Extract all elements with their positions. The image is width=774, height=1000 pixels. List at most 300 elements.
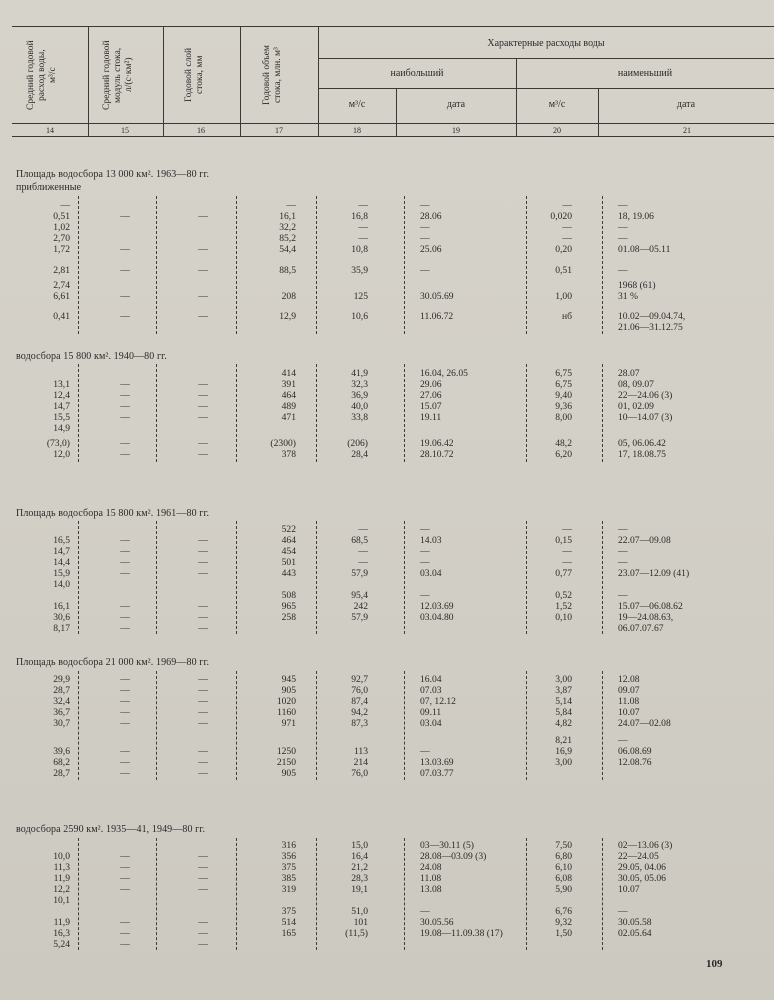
header-col17: Годовой объем стока, млн. м³ — [262, 45, 283, 105]
table-cell-c20: 0,10 — [555, 612, 572, 623]
table-cell-c20: — — [562, 222, 572, 233]
table-cell-c14: 12,4 — [53, 390, 70, 401]
table-cell-c21: 19—24.08.63, — [618, 612, 674, 623]
table-cell-c19: 09.11 — [420, 707, 442, 718]
table-cell-c18: (11,5) — [345, 928, 368, 939]
table-cell-c14: — — [60, 200, 70, 211]
table-cell-c18: 10,6 — [351, 311, 368, 322]
table-cell-c14: 2,74 — [53, 280, 70, 291]
table-cell-c20: 6,08 — [555, 873, 572, 884]
table-cell-c17: 508 — [281, 590, 296, 601]
table-cell-c17: 258 — [281, 612, 296, 623]
header-bottom-rule — [12, 123, 774, 124]
table-cell-c19: 25.06 — [420, 244, 442, 255]
table-cell-c17: 378 — [281, 449, 296, 460]
table-cell-c21: 12.08 — [618, 674, 640, 685]
table-cell-c17: 471 — [281, 412, 296, 423]
table-cell-c16: — — [198, 438, 208, 449]
table-cell-c14: 16,5 — [53, 535, 70, 546]
table-cell-c18: 94,2 — [351, 707, 368, 718]
table-cell-c17: 945 — [281, 674, 296, 685]
table-cell-c20: 5,14 — [555, 696, 572, 707]
table-cell-c20: 5,90 — [555, 884, 572, 895]
table-cell-c16: — — [198, 718, 208, 729]
header-col-sep — [598, 88, 599, 136]
table-cell-c18: 36,9 — [351, 390, 368, 401]
table-cell-c20: 3,00 — [555, 674, 572, 685]
table-cell-c21: 10—14.07 (3) — [618, 412, 673, 423]
table-cell-c21: — — [618, 265, 628, 276]
table-cell-c18: 28,4 — [351, 449, 368, 460]
table-cell-c15: — — [120, 449, 130, 460]
column-divider — [602, 521, 604, 634]
table-cell-c17: 965 — [281, 601, 296, 612]
column-divider — [404, 838, 406, 950]
table-cell-c17: 1250 — [276, 746, 296, 757]
table-cell-c15: — — [120, 696, 130, 707]
table-cell-c14: (73,0) — [46, 438, 70, 449]
table-cell-c18: 28,3 — [351, 873, 368, 884]
table-cell-c20: 9,40 — [555, 390, 572, 401]
table-cell-c20: 0,51 — [555, 265, 572, 276]
column-divider — [78, 521, 80, 634]
table-cell-c14: 6,61 — [53, 291, 70, 302]
table-cell-c21: — — [618, 546, 628, 557]
table-cell-c21: — — [618, 590, 628, 601]
table-cell-c19: 16.04 — [420, 674, 442, 685]
table-cell-c14: 30,6 — [53, 612, 70, 623]
table-cell-c17: 464 — [281, 535, 296, 546]
table-cell-c19: 07.03.77 — [420, 768, 454, 779]
table-cell-c14: 14,0 — [53, 579, 70, 590]
table-cell-c17: 971 — [281, 718, 296, 729]
table-cell-c19: 19.11 — [420, 412, 442, 423]
table-cell-c17: 1160 — [277, 707, 296, 718]
table-cell-c18: 10,8 — [351, 244, 368, 255]
table-cell-c19: 28.08—03.09 (3) — [420, 851, 487, 862]
table-cell-c21: — — [618, 200, 628, 211]
table-cell-c17: 356 — [281, 851, 296, 862]
table-cell-c18: 76,0 — [351, 685, 368, 696]
table-cell-c17: 414 — [281, 368, 296, 379]
colnum: 14 — [46, 126, 54, 135]
header-unit-max: м³/с — [348, 99, 366, 110]
column-divider — [156, 671, 158, 780]
table-cell-c16: — — [198, 449, 208, 460]
table-cell-c19: 03—30.11 (5) — [420, 840, 475, 851]
table-cell-c16: — — [198, 568, 208, 579]
table-cell-c15: — — [120, 291, 130, 302]
table-cell-c14: 11,9 — [53, 873, 70, 884]
table-cell-c15: — — [120, 757, 130, 768]
table-cell-c19: — — [420, 546, 430, 557]
header-max: наибольший — [390, 68, 444, 79]
table-cell-c17: 165 — [281, 928, 296, 939]
table-cell-c19: 07, 12.12 — [420, 696, 456, 707]
table-cell-c16: — — [198, 291, 208, 302]
table-cell-c14: 10,1 — [53, 895, 70, 906]
table-cell-c19: 11.06.72 — [420, 311, 454, 322]
table-cell-c20: — — [562, 546, 572, 557]
column-divider — [156, 838, 158, 950]
table-cell-c20: 6,76 — [555, 906, 572, 917]
table-cell-c14: 12,0 — [53, 449, 70, 460]
table-cell-c21: 29.05, 04.06 — [618, 862, 666, 873]
table-cell-c17: 16,1 — [279, 211, 296, 222]
table-cell-c14: 28,7 — [53, 768, 70, 779]
table-cell-c14: 36,7 — [53, 707, 70, 718]
column-divider — [602, 838, 604, 950]
section-title: водосбора 2590 км². 1935—41, 1949—80 гг. — [16, 824, 206, 835]
table-cell-c21: — — [618, 222, 628, 233]
table-cell-c16: — — [198, 884, 208, 895]
table-cell-c17: 319 — [281, 884, 296, 895]
column-divider — [78, 196, 80, 334]
table-cell-c18: — — [358, 546, 368, 557]
header-top-rule — [12, 26, 774, 27]
table-cell-c15: — — [120, 884, 130, 895]
table-cell-c18: 92,7 — [351, 674, 368, 685]
column-divider — [78, 838, 80, 950]
colnum: 15 — [121, 126, 129, 135]
table-cell-c20: 0,15 — [555, 535, 572, 546]
column-divider — [236, 196, 238, 334]
table-cell-c19: — — [420, 222, 430, 233]
table-cell-c17: 375 — [281, 906, 296, 917]
table-cell-c15: — — [120, 557, 130, 568]
table-cell-c14: 16,1 — [53, 601, 70, 612]
table-cell-c16: — — [198, 862, 208, 873]
table-cell-c18: 87,4 — [351, 696, 368, 707]
header-date-max: дата — [446, 99, 466, 110]
table-cell-c17: 2150 — [276, 757, 296, 768]
table-cell-c17: 88,5 — [279, 265, 296, 276]
table-cell-c14: 2,81 — [53, 265, 70, 276]
table-cell-c21: — — [618, 906, 628, 917]
header-unit-min: м³/с — [548, 99, 566, 110]
table-cell-c15: — — [120, 939, 130, 950]
table-cell-c21: 15.07—06.08.62 — [618, 601, 683, 612]
table-cell-c21: 21.06—31.12.75 — [618, 322, 683, 333]
colnum: 17 — [275, 126, 283, 135]
table-cell-c20: 6,80 — [555, 851, 572, 862]
table-cell-c17: 443 — [281, 568, 296, 579]
table-cell-c18: 68,5 — [351, 535, 368, 546]
column-divider — [404, 196, 406, 334]
table-cell-c21: 06.08.69 — [618, 746, 652, 757]
table-cell-c15: — — [120, 851, 130, 862]
table-cell-c19: 11.08 — [420, 873, 442, 884]
table-cell-c14: 2,70 — [53, 233, 70, 244]
table-cell-c21: 01, 02.09 — [618, 401, 654, 412]
table-cell-c17: 514 — [281, 917, 296, 928]
column-divider — [236, 364, 238, 462]
table-cell-c20: 7,50 — [555, 840, 572, 851]
column-divider — [602, 364, 604, 462]
table-cell-c15: — — [120, 928, 130, 939]
table-cell-c14: 39,6 — [53, 746, 70, 757]
table-cell-c16: — — [198, 211, 208, 222]
table-cell-c20: 3,87 — [555, 685, 572, 696]
table-cell-c17: 54,4 — [279, 244, 296, 255]
header-main: Характерные расходы воды — [487, 38, 605, 49]
table-cell-c20: 6,75 — [555, 368, 572, 379]
table-cell-c15: — — [120, 438, 130, 449]
table-cell-c15: — — [120, 244, 130, 255]
table-cell-c17: 905 — [281, 685, 296, 696]
table-cell-c21: 02.05.64 — [618, 928, 652, 939]
table-cell-c16: — — [198, 244, 208, 255]
table-cell-c14: 30,7 — [53, 718, 70, 729]
table-cell-c18: 33,8 — [351, 412, 368, 423]
table-cell-c15: — — [120, 718, 130, 729]
table-cell-c16: — — [198, 390, 208, 401]
table-cell-c20: 0,77 — [555, 568, 572, 579]
table-cell-c16: — — [198, 311, 208, 322]
page-number: 109 — [706, 958, 723, 970]
table-cell-c21: 10.02—09.04.74, — [618, 311, 686, 322]
table-cell-c18: 40,0 — [351, 401, 368, 412]
header-col15: Средний годовой модуль стока, л/(с·км²) — [102, 40, 134, 110]
table-cell-c20: 48,2 — [555, 438, 572, 449]
table-cell-c20: 5,84 — [555, 707, 572, 718]
table-cell-c17: 501 — [281, 557, 296, 568]
column-divider — [316, 521, 318, 634]
table-cell-c14: 15,5 — [53, 412, 70, 423]
table-cell-c15: — — [120, 311, 130, 322]
table-cell-c15: — — [120, 917, 130, 928]
table-cell-c15: — — [120, 623, 130, 634]
table-cell-c16: — — [198, 917, 208, 928]
table-cell-c17: 208 — [281, 291, 296, 302]
header-col16: Годовой слой стока, мм — [184, 47, 205, 103]
table-cell-c19: 15.07 — [420, 401, 442, 412]
table-cell-c21: 17, 18.08.75 — [618, 449, 666, 460]
table-cell-c15: — — [120, 674, 130, 685]
table-cell-c18: 21,2 — [351, 862, 368, 873]
column-divider — [602, 196, 604, 334]
table-cell-c19: — — [420, 200, 430, 211]
table-cell-c20: 6,75 — [555, 379, 572, 390]
table-cell-c20: 1,00 — [555, 291, 572, 302]
table-cell-c17: 375 — [281, 862, 296, 873]
table-cell-c15: — — [120, 412, 130, 423]
table-cell-c20: 4,82 — [555, 718, 572, 729]
table-cell-c16: — — [198, 265, 208, 276]
table-cell-c16: — — [198, 939, 208, 950]
table-cell-c15: — — [120, 873, 130, 884]
table-cell-c16: — — [198, 612, 208, 623]
table-cell-c14: 1,72 — [53, 244, 70, 255]
section-title: Площадь водосбора 15 800 км². 1961—80 гг. — [16, 508, 210, 519]
header-date-min: дата — [676, 99, 696, 110]
table-cell-c15: — — [120, 862, 130, 873]
table-cell-c21: 23.07—12.09 (41) — [618, 568, 690, 579]
table-cell-c19: 24.08 — [420, 862, 442, 873]
table-cell-c20: 0,020 — [550, 211, 572, 222]
table-cell-c14: 14,7 — [53, 546, 70, 557]
table-cell-c15: — — [120, 568, 130, 579]
column-divider — [602, 671, 604, 780]
table-cell-c15: — — [120, 768, 130, 779]
table-cell-c18: — — [358, 200, 368, 211]
table-cell-c19: — — [420, 746, 430, 757]
column-divider — [316, 671, 318, 780]
table-cell-c20: 0,20 — [555, 244, 572, 255]
table-cell-c18: 214 — [353, 757, 368, 768]
table-cell-c21: — — [618, 557, 628, 568]
table-cell-c21: 10.07 — [618, 707, 640, 718]
header-sub-rule — [318, 88, 774, 89]
table-cell-c17: 905 — [281, 768, 296, 779]
table-cell-c17: 385 — [281, 873, 296, 884]
table-cell-c16: — — [198, 696, 208, 707]
table-cell-c14: 14,4 — [53, 557, 70, 568]
table-cell-c19: 19.08—11.09.38 (17) — [420, 928, 503, 939]
table-cell-c18: — — [358, 222, 368, 233]
table-cell-c21: 18, 19.06 — [618, 211, 654, 222]
table-cell-c18: — — [358, 524, 368, 535]
table-cell-c21: 10.07 — [618, 884, 640, 895]
table-cell-c19: 29.06 — [420, 379, 442, 390]
column-divider — [156, 364, 158, 462]
table-cell-c14: 1,02 — [53, 222, 70, 233]
table-cell-c18: 95,4 — [351, 590, 368, 601]
table-cell-c18: 16,8 — [351, 211, 368, 222]
table-cell-c19: — — [420, 233, 430, 244]
table-cell-c18: 125 — [353, 291, 368, 302]
header-min: наименьший — [617, 68, 673, 79]
table-cell-c17: — — [286, 200, 296, 211]
table-cell-c21: — — [618, 233, 628, 244]
table-cell-c15: — — [120, 379, 130, 390]
table-cell-c15: — — [120, 746, 130, 757]
table-cell-c18: (206) — [347, 438, 368, 449]
table-cell-c19: — — [420, 524, 430, 535]
table-cell-c20: 3,00 — [555, 757, 572, 768]
table-cell-c15: — — [120, 401, 130, 412]
table-cell-c14: 0,51 — [53, 211, 70, 222]
table-cell-c20: 6,20 — [555, 449, 572, 460]
table-cell-c14: 68,2 — [53, 757, 70, 768]
table-cell-c15: — — [120, 390, 130, 401]
table-cell-c19: 07.03 — [420, 685, 442, 696]
table-cell-c15: — — [120, 707, 130, 718]
table-cell-c16: — — [198, 546, 208, 557]
table-cell-c21: 24.07—02.08 — [618, 718, 671, 729]
section-title: водосбора 15 800 км². 1940—80 гг. — [16, 351, 167, 362]
table-cell-c17: 464 — [281, 390, 296, 401]
table-cell-c18: 16,4 — [351, 851, 368, 862]
table-cell-c20: 9,36 — [555, 401, 572, 412]
table-cell-c19: — — [420, 590, 430, 601]
header-col-sep — [163, 26, 164, 136]
table-cell-c14: 13,1 — [53, 379, 70, 390]
table-cell-c17: 85,2 — [279, 233, 296, 244]
colnum: 21 — [683, 126, 691, 135]
header-col14: Средний годовой расход воды, м³/с — [26, 40, 58, 110]
table-cell-c15: — — [120, 211, 130, 222]
table-cell-c14: 11,3 — [53, 862, 70, 873]
colnum-bottom-rule — [12, 136, 774, 137]
column-divider — [236, 838, 238, 950]
table-cell-c18: 101 — [353, 917, 368, 928]
column-divider — [236, 671, 238, 780]
column-divider — [316, 838, 318, 950]
table-cell-c19: 30.05.69 — [420, 291, 454, 302]
table-cell-c16: — — [198, 557, 208, 568]
table-cell-c20: — — [562, 557, 572, 568]
table-cell-c19: 12.03.69 — [420, 601, 454, 612]
table-cell-c15: — — [120, 685, 130, 696]
section-subtitle: приближенные — [16, 182, 82, 193]
table-cell-c16: — — [198, 601, 208, 612]
table-cell-c18: 19,1 — [351, 884, 368, 895]
table-cell-c15: — — [120, 265, 130, 276]
table-cell-c19: 28.06 — [420, 211, 442, 222]
column-divider — [404, 671, 406, 780]
table-cell-c20: нб — [561, 311, 572, 322]
table-cell-c20: 0,52 — [555, 590, 572, 601]
table-cell-c18: 51,0 — [351, 906, 368, 917]
table-cell-c19: 03.04 — [420, 718, 442, 729]
column-divider — [404, 364, 406, 462]
table-cell-c21: 09.07 — [618, 685, 640, 696]
table-cell-c21: 30.05, 05.06 — [618, 873, 666, 884]
table-cell-c21: 31 % — [618, 291, 638, 302]
table-cell-c20: 6,10 — [555, 862, 572, 873]
table-cell-c16: — — [198, 535, 208, 546]
table-cell-c19: 16.04, 26.05 — [420, 368, 468, 379]
table-cell-c19: — — [420, 265, 430, 276]
table-cell-c20: — — [562, 200, 572, 211]
table-cell-c20: 9,32 — [555, 917, 572, 928]
colnum: 20 — [553, 126, 561, 135]
column-divider — [316, 364, 318, 462]
column-divider — [316, 196, 318, 334]
table-cell-c21: 22—24.06 (3) — [618, 390, 673, 401]
table-cell-c21: — — [618, 735, 628, 746]
table-cell-c17: 454 — [281, 546, 296, 557]
table-cell-c18: 113 — [353, 746, 368, 757]
table-cell-c17: 12,9 — [279, 311, 296, 322]
table-cell-c16: — — [198, 412, 208, 423]
table-cell-c16: — — [198, 685, 208, 696]
table-cell-c16: — — [198, 928, 208, 939]
column-divider — [404, 521, 406, 634]
table-cell-c17: 489 — [281, 401, 296, 412]
table-cell-c18: 15,0 — [351, 840, 368, 851]
table-cell-c14: 5,24 — [53, 939, 70, 950]
table-cell-c14: 15,9 — [53, 568, 70, 579]
table-cell-c14: 16,3 — [53, 928, 70, 939]
table-cell-c16: — — [198, 746, 208, 757]
table-cell-c19: — — [420, 557, 430, 568]
header-col-sep — [396, 88, 397, 136]
table-cell-c14: 32,4 — [53, 696, 70, 707]
table-cell-c20: 1,52 — [555, 601, 572, 612]
colnum: 19 — [452, 126, 460, 135]
table-cell-c21: 06.07.07.67 — [618, 623, 664, 634]
table-cell-c16: — — [198, 674, 208, 685]
table-cell-c20: 8,21 — [555, 735, 572, 746]
table-cell-c20: 1,50 — [555, 928, 572, 939]
table-cell-c16: — — [198, 768, 208, 779]
table-cell-c14: 8,17 — [53, 623, 70, 634]
table-cell-c14: 0,41 — [53, 311, 70, 322]
header-mid-rule — [318, 58, 774, 59]
table-cell-c18: — — [358, 233, 368, 244]
